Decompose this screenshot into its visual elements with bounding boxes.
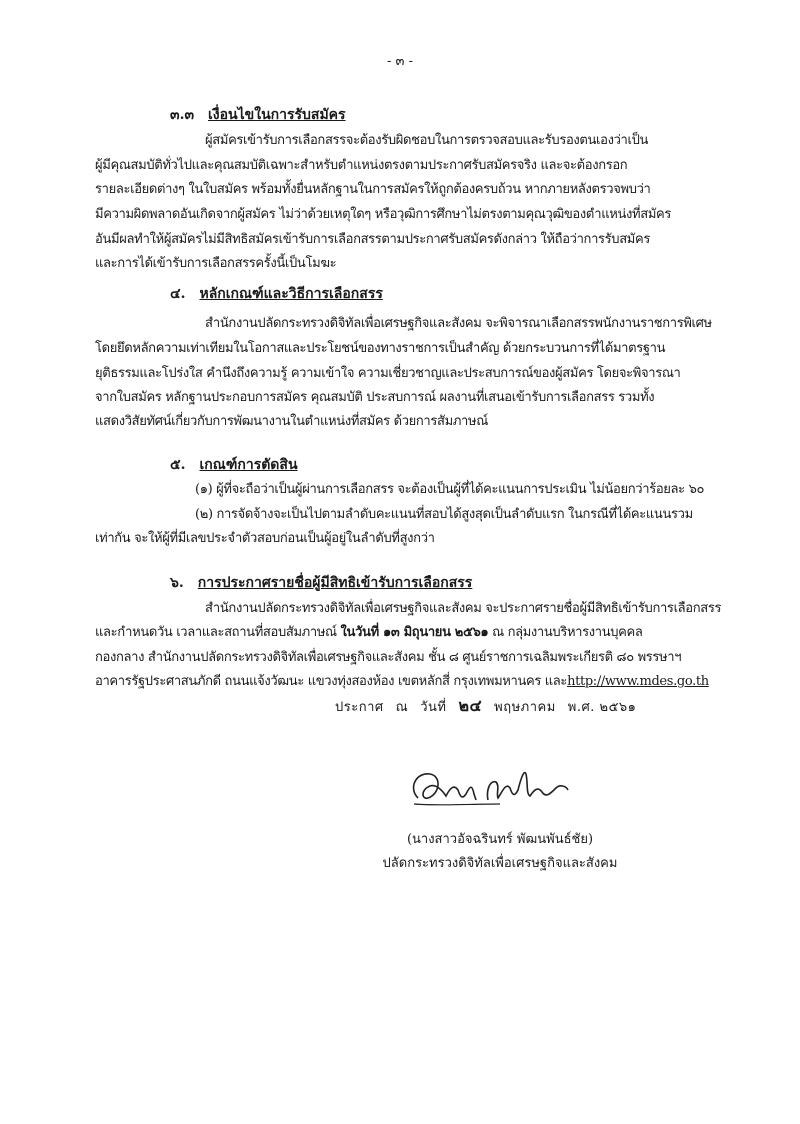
text-run: และกำหนดวัน เวลาและสถานที่สอบสัมภาษณ์ <box>95 625 341 640</box>
date-month: พฤษภาคม <box>494 700 556 715</box>
section-number: ๓.๓ <box>170 107 195 123</box>
section-5-heading <box>170 454 298 476</box>
section-6-heading <box>170 572 472 594</box>
date-prefix: ประกาศ <box>335 700 384 715</box>
date-at: ณ <box>395 700 409 715</box>
date-day: ๒๔ <box>458 696 483 715</box>
paragraph-line: และการได้เข้ารับการเลือกสรรครั้งนี้เป็นโมฆะ <box>95 256 337 271</box>
announcement-date <box>335 694 636 719</box>
signatory-name: (นางสาวอัจฉรินทร์ พัฒนพันธ์ชัย) <box>406 832 594 847</box>
paragraph-line: สำนักงานปลัดกระทรวงดิจิทัลเพื่อเศรษฐกิจและสังคม จะประกาศรายชื่อผู้มีสิทธิเข้ารับการเลือกสรร <box>205 601 722 616</box>
paragraph-line: ผู้มีคุณสมบัติทั่วไปและคุณสมบัติเฉพาะสำหรับตำแหน่งตรงตามประกาศรับสมัครจริง และจะต้องกรอก <box>95 158 628 173</box>
section-title: เงื่อนไขในการรับสมัคร <box>208 107 346 123</box>
signature-stroke <box>487 773 568 800</box>
text-run: ณ กลุ่มงานบริหารงานบุคคล <box>488 625 643 640</box>
section-title: เกณฑ์การตัดสิน <box>199 457 298 473</box>
paragraph-line: ผู้สมัครเข้ารับการเลือกสรรจะต้องรับผิดชอบในการตรวจสอบและรับรองตนเองว่าเป็น <box>205 133 649 148</box>
paragraph-line: ยุติธรรมและโปร่งใส คำนึงถึงความรู้ ความเข้าใจ ความเชี่ยวชาญและประสบการณ์ของผู้สมัคร โดยจะพิจารณา <box>95 366 681 381</box>
paragraph-line: อันมีผลทำให้ผู้สมัครไม่มีสิทธิสมัครเข้ารับการเลือกสรรตามประกาศรับสมัครดังกล่าว ให้ถือว่าการรับสมัคร <box>95 232 650 247</box>
paragraph-line: เท่ากัน จะให้ผู้ที่มีเลขประจำตัวสอบก่อนเป็นผู้อยู่ในลำดับที่สูงกว่า <box>95 531 435 546</box>
interview-date: ในวันที่ ๑๓ มิถุนายน ๒๕๖๑ <box>340 625 489 640</box>
paragraph-line: สำนักงานปลัดกระทรวงดิจิทัลเพื่อเศรษฐกิจและสังคม จะพิจารณาเลือกสรรพนักงานราชการพิเศษ <box>205 316 712 331</box>
paragraph-line: แสดงวิสัยทัศน์เกี่ยวกับการพัฒนางานในตำแหน่งที่สมัคร ด้วยการสัมภาษณ์ <box>95 414 488 429</box>
paragraph-line: โดยยึดหลักความเท่าเทียมในโอกาสและประโยชน์ของทางราชการเป็นสำคัญ ด้วยกระบวนการที่ได้มาตรฐาน <box>95 341 666 356</box>
page-number: - ๓ - <box>387 54 413 69</box>
signature-image <box>400 760 580 820</box>
section-title: การประกาศรายชื่อผู้มีสิทธิเข้ารับการเลือกสรร <box>197 575 473 591</box>
section-number: ๕. <box>170 457 186 473</box>
paragraph-line: มีความผิดพลาดอันเกิดจากผู้สมัคร ไม่ว่าด้วยเหตุใดๆ หรือวุฒิการศึกษาไม่ตรงตามคุณวุฒิของตำแหน่งที่สมัคร <box>95 207 672 222</box>
section-3-3-heading <box>170 104 346 126</box>
list-item: (๑) ผู้ที่จะถือว่าเป็นผู้ผ่านการเลือกสรร จะต้องเป็นผู้ที่ได้คะแนนการประเมิน ไม่น้อยกว่าร้อยละ ๖๐ <box>195 482 705 497</box>
section-number: ๖. <box>170 575 184 591</box>
signature-stroke <box>414 804 500 805</box>
section-number: ๔. <box>170 286 186 302</box>
paragraph-line <box>95 621 642 642</box>
website-link[interactable]: http://www.mdes.go.th <box>567 674 709 689</box>
signatory-position: ปลัดกระทรวงดิจิทัลเพื่อเศรษฐกิจและสังคม <box>382 856 618 871</box>
list-item: (๒) การจัดจ้างจะเป็นไปตามลำดับคะแนนที่สอบได้สูงสุดเป็นลำดับแรก ในกรณีที่ได้คะแนนรวม <box>195 507 693 522</box>
paragraph-line: กองกลาง สำนักงานปลัดกระทรวงดิจิทัลเพื่อเศรษฐกิจและสังคม ชั้น ๘ ศูนย์ราชการเฉลิมพระเกียรติ ๘๐ พรรษาฯ <box>95 650 682 665</box>
date-year: พ.ศ. ๒๕๖๑ <box>567 700 637 715</box>
day-label: วันที่ <box>420 700 447 715</box>
section-4-heading <box>170 283 383 305</box>
signature-stroke <box>414 774 476 800</box>
section-title: หลักเกณฑ์และวิธีการเลือกสรร <box>199 286 383 302</box>
paragraph-line: รายละเอียดต่างๆ ในใบสมัคร พร้อมทั้งยื่นหลักฐานในการสมัครให้ถูกต้องครบถ้วน หากภายหลังตรวจพบว่า <box>95 182 651 197</box>
paragraph-line <box>95 670 709 691</box>
paragraph-line: จากใบสมัคร หลักฐานประกอบการสมัคร คุณสมบัติ ประสบการณ์ ผลงานที่เสนอเข้ารับการเลือกสรร รวมทั้ง <box>95 390 655 405</box>
text-run: อาคารรัฐประศาสนภักดี ถนนแจ้งวัฒนะ แขวงทุ่งสองห้อง เขตหลักสี่ กรุงเทพมหานคร และ <box>95 674 568 689</box>
